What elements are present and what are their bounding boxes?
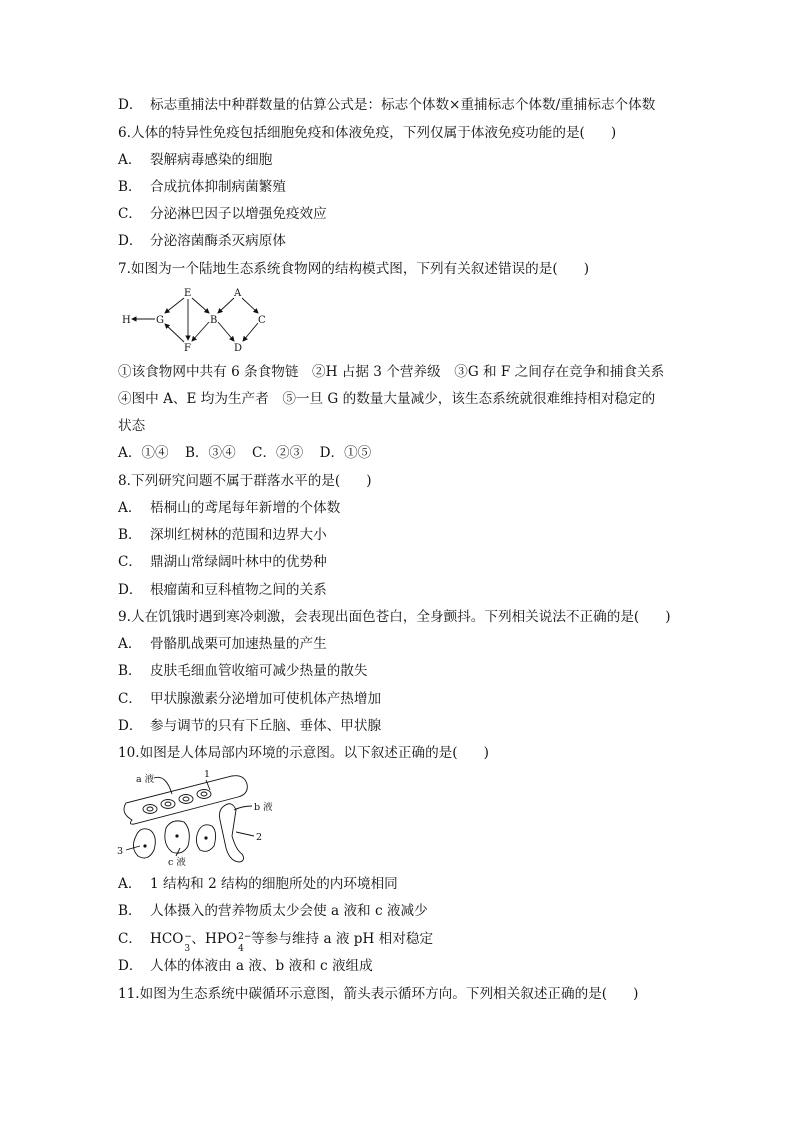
- nucleus: [175, 834, 178, 837]
- internal-environment-diagram: [114, 766, 274, 868]
- blood-cell: [165, 802, 171, 806]
- q9-stem: [118, 607, 671, 627]
- node-d: D: [234, 343, 243, 354]
- answer-blank-close: ): [633, 986, 639, 1002]
- option-text: 根瘤菌和豆科植物之间的关系: [150, 582, 327, 598]
- q9-option-a: [118, 634, 327, 654]
- option-text: 参与调节的只有下丘脑、垂体、甲状腺: [150, 718, 382, 734]
- option-label: D．: [118, 718, 143, 734]
- option-label: C．: [118, 554, 142, 570]
- option-label: D．: [118, 958, 143, 974]
- option-text: 分泌溶菌酶杀灭病原体: [150, 233, 286, 249]
- option-label: B．: [118, 179, 142, 195]
- option-label: A．: [118, 500, 142, 516]
- label-1: 1: [204, 769, 211, 780]
- q8-option-b: [118, 525, 327, 545]
- q9-option-b: [118, 661, 368, 681]
- question-text: 7.如图为一个陆地生态系统食物网的结构模式图，下列有关叙述错误的是(: [118, 261, 558, 277]
- q8-stem: [118, 471, 372, 491]
- blood-cell: [197, 790, 211, 799]
- question-text: 6.人体的特异性免疫包括细胞免疫和体液免疫，下列仅属于体液免疫功能的是(: [118, 125, 585, 141]
- q7-statement-1: ①该食物网中共有 6 条食物链 ②H 占据 3 个营养级 ③G 和 F 之间存在竞争和捕食关系: [118, 364, 665, 380]
- q7-statement-2: ④图中 A、E 均为生产者 ⑤一旦 G 的数量大量减少，该生态系统就很难维持相对稳定的: [118, 391, 656, 407]
- food-web-arrows: [132, 298, 258, 342]
- nucleus: [143, 844, 146, 847]
- option-label: B．: [184, 445, 209, 461]
- food-web-diagram: [112, 284, 282, 356]
- option-text: 梧桐山的鸢尾每年新增的个体数: [150, 500, 341, 516]
- label-a-fluid: a 液: [136, 774, 155, 785]
- option-text: 骨骼肌战栗可加速热量的产生: [150, 636, 327, 652]
- option-label: A．: [118, 876, 142, 892]
- option-label: D．: [118, 97, 143, 113]
- q6-option-a: [118, 150, 272, 170]
- q11-stem: [118, 984, 638, 1004]
- question-text: 9.人在饥饿时遇到寒冷刺激，会表现出面色苍白，全身颤抖。下列相关说法不正确的是(: [118, 609, 640, 625]
- q5-option-d: [118, 95, 655, 115]
- option-label: B．: [118, 903, 142, 919]
- option-text: 鼎湖山常绿阔叶林中的优势种: [150, 554, 327, 570]
- q10-option-a: [118, 874, 398, 894]
- label-line-2: [236, 832, 254, 836]
- label-3: 3: [117, 846, 124, 857]
- q9-option-c: [118, 689, 381, 709]
- option-text: 甲状腺激素分泌增加可使机体产热增加: [150, 691, 382, 707]
- label-c-fluid: c 液: [168, 857, 186, 868]
- option-label: A．: [118, 636, 142, 652]
- blood-cell: [201, 792, 207, 796]
- option-text: ②③: [276, 445, 304, 461]
- label-line-b: [234, 806, 252, 810]
- q8-option-a: [118, 498, 340, 518]
- nucleus: [204, 836, 207, 839]
- answer-blank-close: ): [610, 125, 617, 141]
- option-text: 人体摄入的营养物质太少会使 a 液和 c 液减少: [150, 903, 428, 919]
- blood-cell: [183, 797, 189, 801]
- option-label: A．: [118, 445, 142, 461]
- option-text: 人体的体液由 a 液、b 液和 c 液组成: [150, 958, 373, 974]
- label-b-fluid: b 液: [254, 802, 273, 813]
- node-e: E: [184, 288, 192, 299]
- option-text: ①④: [141, 445, 169, 461]
- node-a: A: [234, 288, 242, 299]
- option-label: C．: [118, 206, 142, 222]
- option-text: 深圳红树林的范围和边界大小: [150, 527, 327, 543]
- q7-stem: [118, 259, 589, 279]
- q10-stem: [118, 743, 489, 763]
- q8-option-c: [118, 552, 327, 572]
- node-c: C: [258, 315, 266, 326]
- option-text: 合成抗体抑制病菌繁殖: [150, 179, 286, 195]
- option-label: A．: [118, 152, 142, 168]
- q6-option-b: [118, 177, 286, 197]
- option-label: B．: [118, 663, 142, 679]
- q10-option-d: [118, 956, 373, 976]
- node-f: F: [184, 343, 191, 354]
- option-label: C．: [252, 445, 277, 461]
- blood-cell: [147, 807, 153, 811]
- question-text: 10.如图是人体局部内环境的示意图。以下叙述正确的是(: [118, 745, 458, 761]
- q8-option-d: [118, 580, 327, 600]
- label-line-3: [126, 846, 140, 850]
- option-label: D．: [118, 233, 143, 249]
- answer-blank-close: ): [483, 745, 489, 761]
- q6-option-d: [118, 231, 286, 251]
- answer-blank-close: ): [366, 473, 372, 489]
- node-b: B: [210, 315, 218, 326]
- option-label: B．: [118, 527, 142, 543]
- option-text: 皮肤毛细血管收缩可减少热量的散失: [150, 663, 368, 679]
- question-text: 11.如图为生态系统中碳循环示意图，箭头表示循环方向。下列相关叙述正确的是(: [118, 986, 608, 1002]
- question-text: 8.下列研究问题不属于群落水平的是(: [118, 473, 341, 489]
- option-text: ③④: [208, 445, 236, 461]
- q7-options: [118, 443, 371, 463]
- label-line-a: [154, 777, 172, 794]
- option-text: 1 结构和 2 结构的细胞所处的内环境相同: [150, 876, 398, 892]
- option-label: D．: [319, 445, 345, 461]
- answer-blank-close: ): [583, 261, 589, 277]
- label-line-c: [176, 848, 180, 856]
- q6-stem: [118, 123, 616, 143]
- option-label: C．: [118, 931, 142, 947]
- option-label: C．: [118, 691, 142, 707]
- q7-statement-3: 状态: [118, 418, 146, 434]
- q6-option-c: [118, 204, 327, 224]
- option-text: 裂解病毒感染的细胞: [150, 152, 273, 168]
- option-text: 分泌淋巴因子以增强免疫效应: [150, 206, 327, 222]
- blood-cell: [179, 795, 193, 804]
- q10-option-b: [118, 901, 428, 921]
- option-label: D．: [118, 582, 143, 598]
- node-g: G: [156, 315, 164, 326]
- q10-option-c: [118, 929, 434, 954]
- blood-cell: [161, 800, 175, 809]
- option-text: 标志重捕法中种群数量的估算公式是：标志个体数×重捕标志个体数/重捕标志个体数: [150, 97, 656, 113]
- node-h: H: [122, 315, 131, 326]
- tissue-cell-3: [133, 829, 155, 858]
- option-text: HCO − 3 、HPO 2− 4 等参与维持 a 液 pH 相对稳定: [150, 931, 434, 954]
- answer-blank-close: ): [665, 609, 671, 625]
- blood-cell: [143, 805, 157, 814]
- q9-option-d: [118, 716, 381, 736]
- option-text: ①⑤: [344, 445, 372, 461]
- label-2: 2: [256, 832, 263, 843]
